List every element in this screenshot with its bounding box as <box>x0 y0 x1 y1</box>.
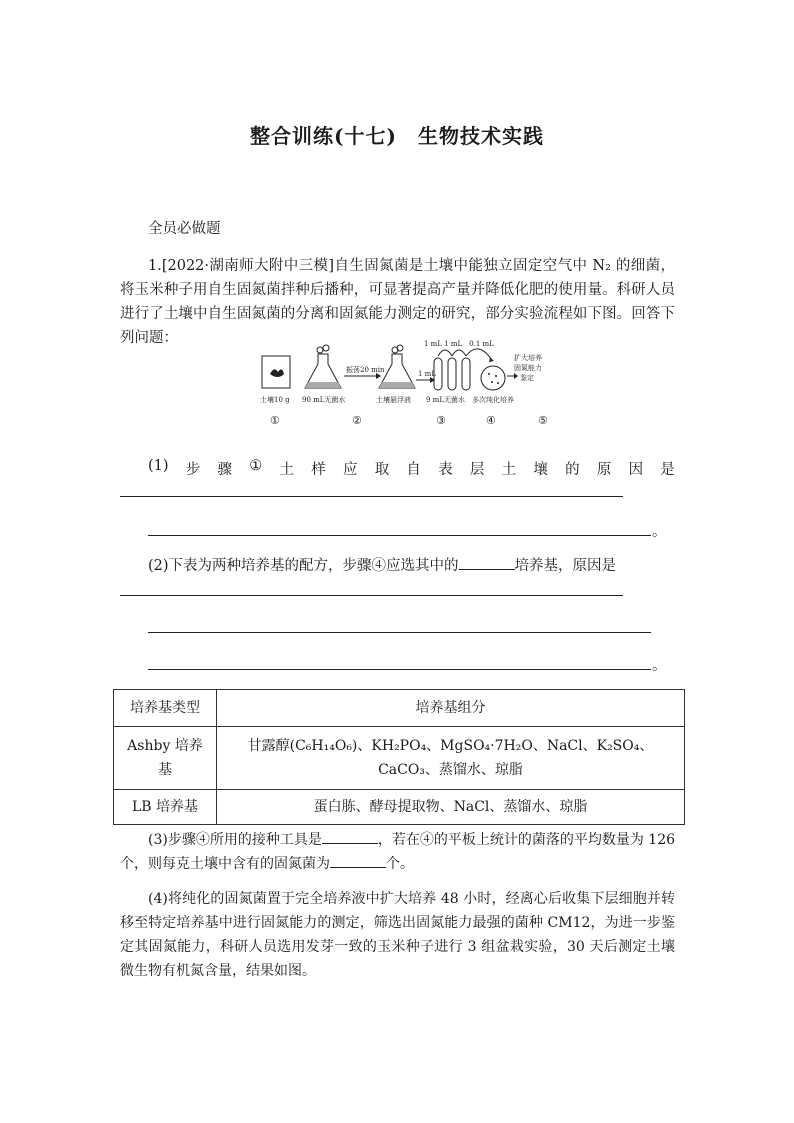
table-header-cell: 培养基类型 <box>114 690 217 727</box>
label-water9: 9 mL无菌水 <box>426 396 465 404</box>
table-cell-type: Ashby 培养基 <box>114 727 217 790</box>
label-1ml: 1 mL <box>418 370 436 378</box>
label-expand: 扩大培养 <box>514 354 542 362</box>
question-1-stem: 1.[2022·湖南师大附中三模]自生固氮菌是土壤中能独立固定空气中 N₂ 的细菌，将玉米种子用自生固氮菌拌种后播种，可显著提高产量并降低化肥的使用量。科研人员进行了土壤中自生固氮菌的分离和固氮能力测定的研究，部分实验流程如下图。回答下列问题： <box>120 258 675 346</box>
answer-line[interactable] <box>148 535 651 536</box>
medium-table <box>113 689 685 825</box>
table-cell-type: LB 培养基 <box>114 790 217 825</box>
label-suspension: 土壤悬浮液 <box>376 396 411 404</box>
label-purify: 多次纯化培养 <box>472 396 514 404</box>
table-cell-components: 蛋白胨、酵母提取物、NaCl、蒸馏水、琼脂 <box>217 790 685 825</box>
answer-blank[interactable] <box>330 853 386 868</box>
q2-end-mark: 。 <box>652 658 667 674</box>
table-row <box>114 790 685 825</box>
table-header-cell: 培养基组分 <box>217 690 685 727</box>
step-5: ⑤ <box>538 414 548 427</box>
answer-blank[interactable] <box>322 829 378 844</box>
test-tube-2 <box>448 358 456 390</box>
step-4: ④ <box>486 414 496 427</box>
table-row <box>114 727 685 790</box>
question-1-part-3: (3)步骤④所用的接种工具是 ，若在④的平板上统计的菌落的平均数量为 126 个，则每克土壤中含有的固氮菌为 个。 <box>120 828 675 876</box>
answer-line[interactable] <box>148 632 651 633</box>
step-2: ② <box>352 414 362 427</box>
label-top: 1 mL 1 mL 0.1 mL <box>424 340 494 348</box>
step-3: ③ <box>436 414 446 427</box>
answer-blank[interactable] <box>459 555 515 570</box>
question-1-part-2: (2)下表为两种培养基的配方，步骤④应选其中的 培养基，原因是 <box>148 554 616 575</box>
petri-dish <box>481 366 505 390</box>
table-cell-components: 甘露醇(C₆H₁₄O₆)、KH₂PO₄、MgSO₄·7H₂O、NaCl、K₂SO₄、CaCO₃、蒸馏水、琼脂 <box>217 727 685 790</box>
test-tube-3 <box>462 358 470 390</box>
label-fix: 固氮能力 <box>514 364 542 372</box>
soil-icon <box>270 369 284 377</box>
label-shake: 振荡20 min <box>346 366 385 374</box>
answer-line[interactable] <box>148 669 651 670</box>
experiment-flow-figure <box>258 336 558 440</box>
question-1-part-1: (1) 步 骤 ① 土 样 应 取 自 表 层 土 壤 的 原 因 是 <box>148 458 675 478</box>
question-1-part-4: (4)将纯化的固氮菌置于完全培养液中扩大培养 48 小时，经离心后收集下层细胞并转移至特定培养基中进行固氮能力的测定，筛选出固氮能力最强的菌种 CM12，为进一步鉴定其固氮能力，科研人员选用发芽一致的玉米种子进行 3 组盆栽实验，30 天后测定土壤微生物有机氮含量，结果如图。 <box>120 891 675 979</box>
page-title: 整合训练(十七) 生物技术实践 <box>250 124 544 148</box>
label-soil: 土壤10 g <box>260 396 290 404</box>
table-header-row <box>114 690 685 727</box>
answer-line[interactable] <box>120 496 623 497</box>
label-identify: 鉴定 <box>520 374 534 382</box>
label-water90: 90 mL无菌水 <box>302 396 346 404</box>
section-label: 全员必做题 <box>148 221 221 237</box>
q1-end-mark: 。 <box>652 524 667 540</box>
answer-line[interactable] <box>120 595 623 596</box>
step-1: ① <box>270 414 280 427</box>
